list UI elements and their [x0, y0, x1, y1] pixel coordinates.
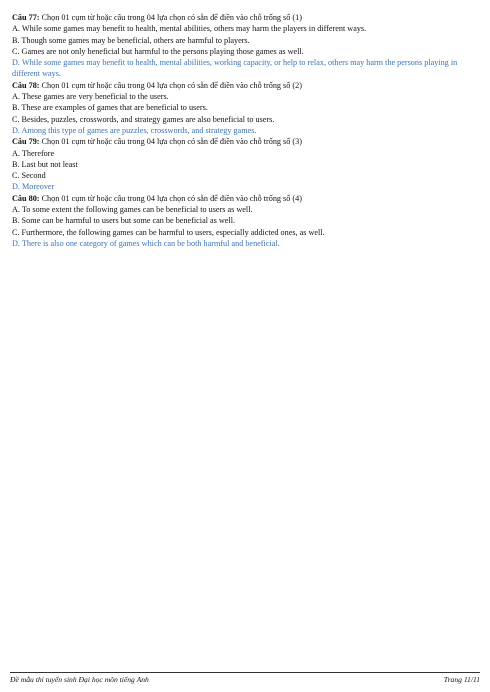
option-a: A. While some games may benefit to health, mental abilities, others may harm the players in different ways. [12, 24, 367, 34]
option-d-correct: D. While some games may benefit to health, mental abilities, working capacity, or help to relax, others may harm the persons playing in different ways. [12, 58, 458, 79]
option-b: B. Last but not least [12, 159, 78, 169]
question-heading [12, 193, 480, 204]
option-d-correct: D. Moreover [12, 182, 55, 192]
question-80 [12, 193, 480, 249]
option-b: B. Though some games may be beneficial, others are harmful to players. [12, 35, 250, 45]
question-number: Câu 80: [12, 193, 40, 203]
question-77 [12, 12, 480, 80]
question-number: Câu 78: [12, 80, 40, 90]
page-footer [10, 672, 480, 684]
question-prompt: Chọn 01 cụm từ hoặc câu trong 04 lựa chọn có sẵn để điền vào chỗ trống số (1) [41, 13, 302, 22]
question-78 [12, 80, 480, 136]
question-heading [12, 12, 480, 23]
option-d-correct: D. Among this type of games are puzzles, crosswords, and strategy games. [12, 125, 257, 135]
question-number: Câu 79: [12, 137, 40, 147]
question-prompt: Chọn 01 cụm từ hoặc câu trong 04 lựa chọn có sẵn để điền vào chỗ trống số (4) [41, 193, 302, 203]
option-b: B. Some can be harmful to users but some can be beneficial as well. [12, 216, 236, 226]
option-a: A. These games are very beneficial to the users. [12, 92, 169, 102]
question-number: Câu 77: [12, 13, 40, 22]
option-d-correct: D. There is also one category of games which can be both harmful and beneficial. [12, 238, 280, 248]
option-c: C. Besides, puzzles, crosswords, and strategy games are also beneficial to users. [12, 114, 275, 124]
question-heading [12, 80, 480, 91]
option-b: B. These are examples of games that are beneficial to users. [12, 103, 208, 113]
option-a: A. To some extent the following games can be beneficial to users as well. [12, 205, 253, 215]
question-prompt: Chọn 01 cụm từ hoặc câu trong 04 lựa chọn có sẵn để điền vào chỗ trống số (3) [41, 137, 302, 147]
question-79 [12, 136, 480, 192]
footer-title: Đề mẫu thi tuyển sinh Đại học môn tiếng Anh [10, 675, 149, 684]
option-c: C. Second [12, 171, 46, 181]
question-prompt: Chọn 01 cụm từ hoặc câu trong 04 lựa chọn có sẵn để điền vào chỗ trống số (2) [41, 80, 302, 90]
option-a: A. Therefore [12, 148, 55, 158]
question-list [12, 12, 480, 249]
option-c: C. Games are not only beneficial but harmful to the persons playing those games as well. [12, 46, 304, 56]
option-c: C. Furthermore, the following games can be harmful to users, especially addicted ones, as well. [12, 227, 325, 237]
page-number: Trang 11/11 [443, 675, 480, 684]
question-heading [12, 136, 480, 147]
